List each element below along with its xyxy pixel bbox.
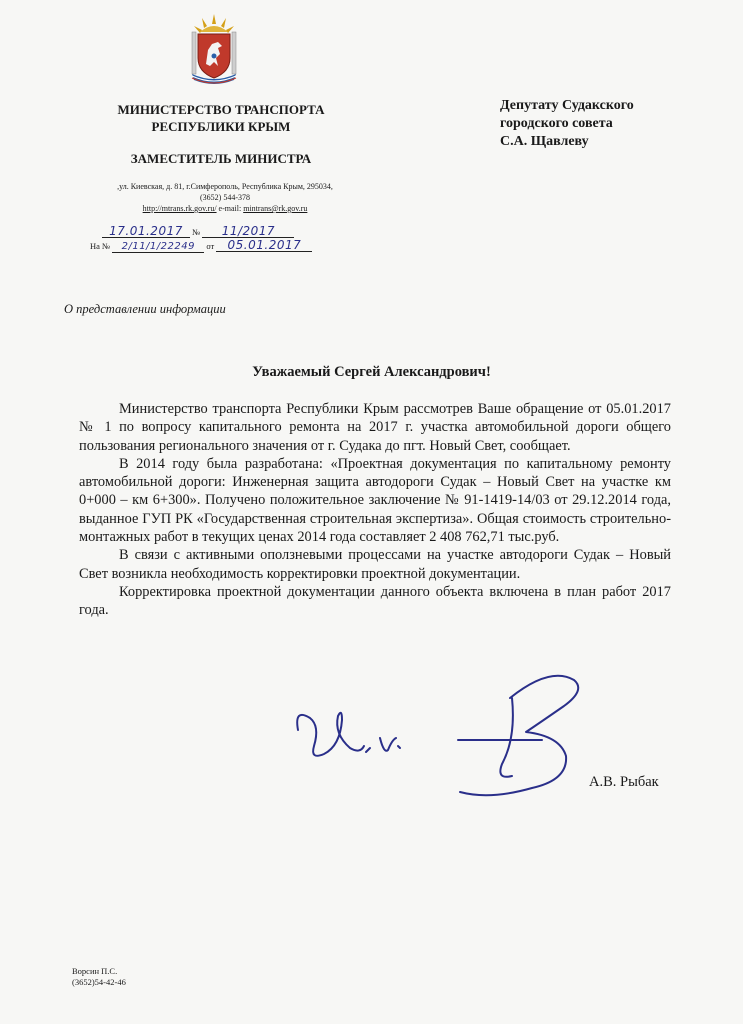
reply-to-number: 2/11/1/22249: [112, 241, 204, 253]
ministry-line-2: РЕСПУБЛИКИ КРЫМ: [151, 119, 291, 134]
executor-block: [72, 966, 126, 988]
subject-line: О представлении информации: [64, 302, 226, 316]
outgoing-number: 11/2017: [202, 226, 294, 238]
reply-to-date: 05.01.2017: [216, 240, 312, 252]
outgoing-date: 17.01.2017: [102, 226, 190, 238]
paragraph-4: Корректировка проектной документации данного объекта включена в план работ 2017 года.: [79, 583, 671, 619]
paragraph-1: Министерство транспорта Республики Крым рассмотрев Ваше обращение от 05.01.2017 № 1 по вопросу капитального ремонта на 2017 г. участка автомобильной дороги общего пользования регионального значения от г. Судака до пгт. Новый Свет, сообщает.: [79, 401, 671, 454]
letter-body: [79, 400, 671, 620]
signer-name: А.В. Рыбак: [589, 774, 659, 790]
ministry-name: [80, 101, 362, 135]
handwritten-signature: [280, 668, 600, 818]
reply-to-label: На №: [90, 241, 111, 251]
recipient-block: [500, 97, 720, 151]
reply-line: [80, 240, 370, 253]
recipient-line-2: городского совета: [500, 116, 613, 131]
address-line: ,ул. Киевская, д. 81, г.Симферополь, Республика Крым, 295034,: [117, 182, 333, 191]
phone-line: (3652) 544-378: [200, 193, 250, 202]
email-link[interactable]: mintrans@rk.gov.ru: [243, 204, 308, 213]
contact-block: [80, 181, 370, 253]
executor-phone: (3652)54-42-46: [72, 977, 126, 987]
from-label: от: [206, 241, 215, 251]
executor-name: Ворсин П.С.: [72, 966, 118, 976]
paragraph-3: В связи с активными оползневыми процессами на участке автодороги Судак – Новый Свет возникла необходимость корректировки проектной документации.: [79, 547, 671, 582]
recipient-line-1: Депутату Судакского: [500, 98, 634, 113]
website-link[interactable]: http://mtrans.rk.gov.ru/: [142, 204, 217, 213]
position-title: ЗАМЕСТИТЕЛЬ МИНИСТРА: [130, 151, 312, 166]
email-label: e-mail:: [218, 204, 242, 213]
recipient-line-3: С.А. Щавлеву: [500, 134, 589, 149]
salutation: Уважаемый Сергей Александрович!: [252, 364, 491, 380]
paragraph-2: В 2014 году была разработана: «Проектная документация по капитальному ремонту автомобильной дороги: Инженерная защита автодороги Судак – Новый Свет на участке км 0+000 – км 6+300». Получено положительное заключение № 91-1419-14/03 от 29.12.2014 года, выданное ГУП РК «Государственная строительная экспертиза». Общая стоимость строительно-монтажных работ в текущих ценах 2014 года составляет 2 408 762,71 тыс.руб.: [79, 455, 671, 546]
crimea-coat-of-arms-icon: [188, 12, 240, 84]
registration-line: [80, 226, 370, 238]
ministry-line-1: МИНИСТЕРСТВО ТРАНСПОРТА: [117, 102, 325, 117]
number-label: №: [192, 227, 201, 237]
